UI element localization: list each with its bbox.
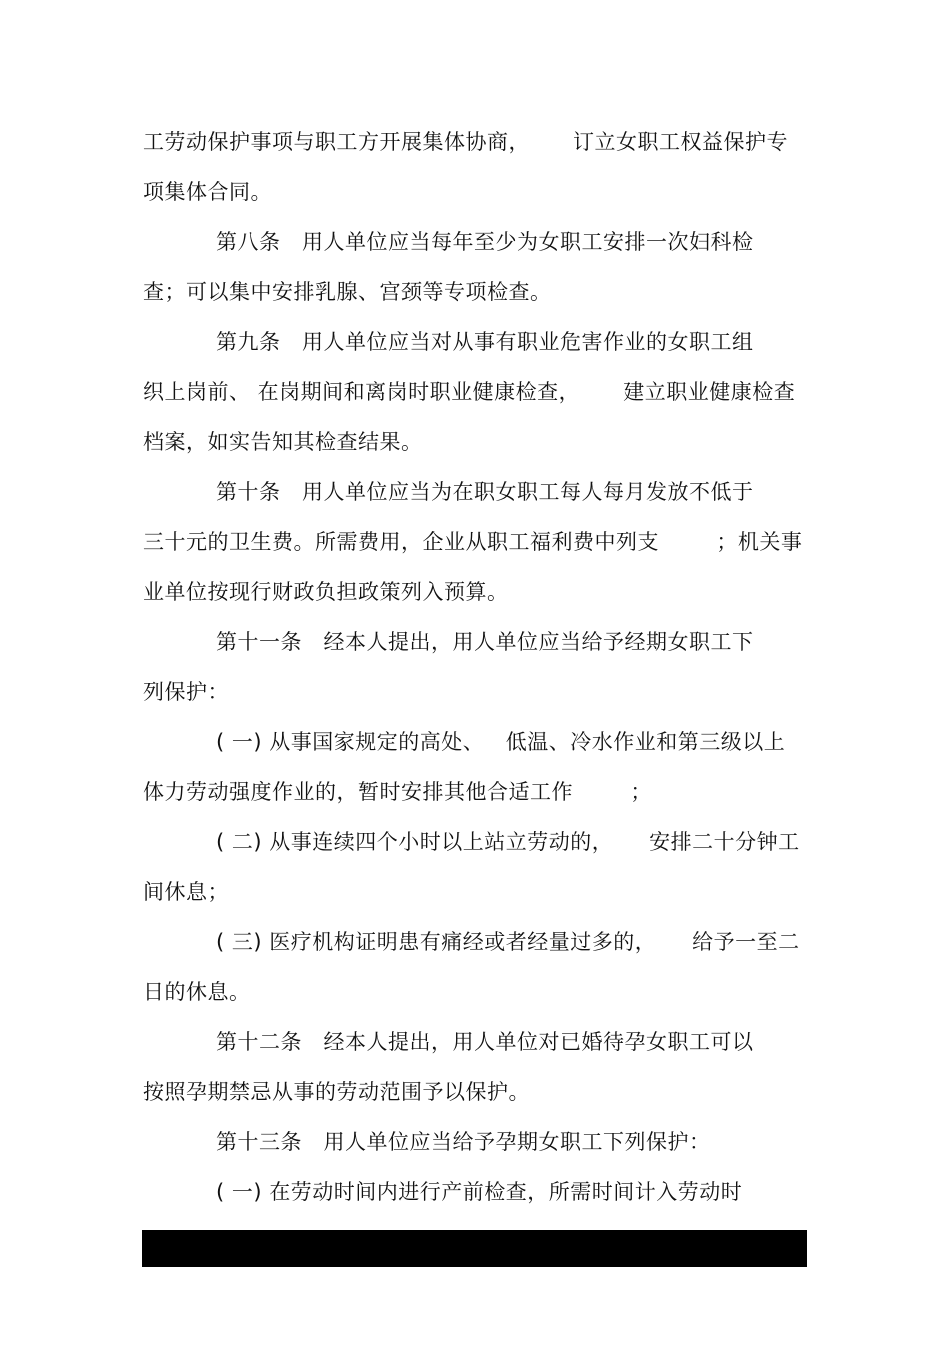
article-8-heading-line: 第八条 用人单位应当每年至少为女职工安排一次妇科检 <box>216 230 754 254</box>
list-item-line: ( 一) 在劳动时间内进行产前检查，所需时间计入劳动时 <box>216 1180 743 1204</box>
text-line: 查；可以集中安排乳腺、宫颈等专项检查。 <box>143 280 552 304</box>
text-line: 三十元的卫生费。所需费用，企业从职工福利费中列支 ；机关事 <box>143 530 803 554</box>
text-line: 档案，如实告知其检查结果。 <box>143 430 423 454</box>
text-line: 工劳动保护事项与职工方开展集体协商， 订立女职工权益保护专 <box>143 130 789 154</box>
text-line: 体力劳动强度作业的，暂时安排其他合适工作 ； <box>143 780 652 804</box>
redaction-bar <box>142 1230 807 1267</box>
list-item-line: ( 三) 医疗机构证明患有痛经或者经量过多的， 给予一至二 <box>216 930 800 954</box>
article-13-heading-line: 第十三条 用人单位应当给予孕期女职工下列保护： <box>216 1130 711 1154</box>
text-line: 间休息； <box>143 880 229 904</box>
text-line: 按照孕期禁忌从事的劳动范围予以保护。 <box>143 1080 530 1104</box>
article-10-heading-line: 第十条 用人单位应当为在职女职工每人每月发放不低于 <box>216 480 754 504</box>
article-12-heading-line: 第十二条 经本人提出，用人单位对已婚待孕女职工可以 <box>216 1030 754 1054</box>
text-line: 日的休息。 <box>143 980 251 1004</box>
article-9-heading-line: 第九条 用人单位应当对从事有职业危害作业的女职工组 <box>216 330 754 354</box>
text-line: 项集体合同。 <box>143 180 272 204</box>
text-line: 业单位按现行财政负担政策列入预算。 <box>143 580 509 604</box>
article-11-heading-line: 第十一条 经本人提出，用人单位应当给予经期女职工下 <box>216 630 754 654</box>
text-line: 织上岗前、 在岗期间和离岗时职业健康检查， 建立职业健康检查 <box>143 380 796 404</box>
list-item-line: ( 一) 从事国家规定的高处、 低温、冷水作业和第三级以上 <box>216 730 786 754</box>
list-item-line: ( 二) 从事连续四个小时以上站立劳动的， 安排二十分钟工 <box>216 830 800 854</box>
text-line: 列保护： <box>143 680 229 704</box>
